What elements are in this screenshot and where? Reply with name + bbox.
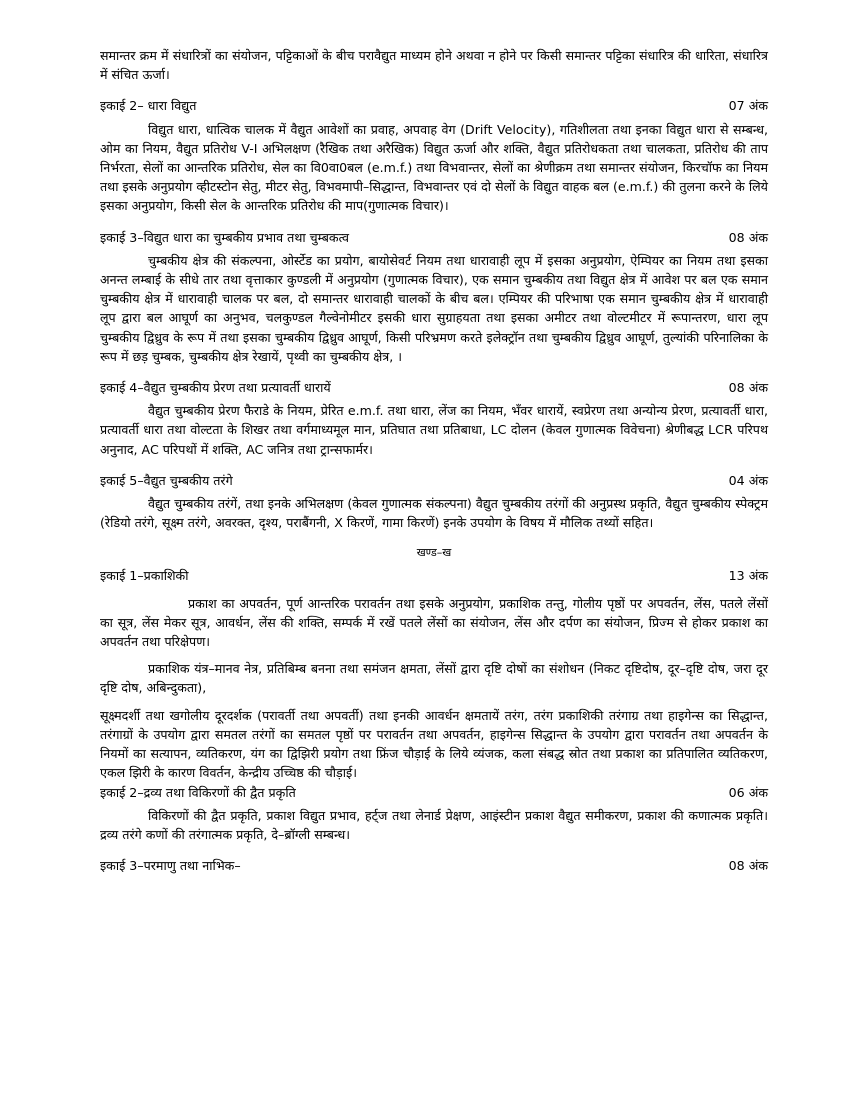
- unit-heading: [100, 471, 768, 490]
- unit-marks: 08 अंक: [728, 380, 768, 396]
- unit-heading: [100, 856, 768, 875]
- unit-paragraph: सूक्ष्मदर्शी तथा खगोलीय दूरदर्शक (परावर्ती तथा अपवर्ती) तथा इनकी आवर्धन क्षमतायें तरंग, तरंग प्रकाशिकी तरंगाग्र तथा हाइगेन्स का सिद्धान्त, तरंगाग्रों के उपयोग द्वारा समतल तरंगों का समतल पृष्ठों पर परावर्तन तथा अपवर्तन, हाइगेन्स सिद्धान्त के उपयोग द्वारा परावर्तन तथा अपवर्तन के नियमों का सत्यापन, व्यतिकरण, यंग का द्विझिरी प्रयोग तथा फ्रिंज चौड़ाई के लिये व्यंजक, कला संबद्ध स्रोत तथा प्रकाश का प्रतिपालित व्यतिकरण, एकल झिरी के कारण विवर्तन, केन्द्रीय उच्चिष्ठ की चौड़ाई।: [100, 707, 768, 781]
- unit-heading: [100, 378, 768, 397]
- unit-paragraph: वैद्युत चुम्बकीय प्रेरण फैराडे के नियम, प्रेरित e.m.f. तथा धारा, लेंज का नियम, भँवर धारायें, स्वप्रेरण तथा अन्योन्य प्रेरण, प्रत्यावर्ती धारा, प्रत्यावर्ती धारा तथा वोल्टता के शिखर तथा वर्गमाध्यमूल मान, प्रतिघात तथा प्रतिबाधा, LC दोलन (केवल गुणात्मक विवेचना) श्रेणीबद्ध LCR परिपथ अनुनाद, AC परिपथों में शक्ति, AC जनित्र तथा ट्रान्सफार्मर।: [100, 403, 768, 457]
- unit-heading: [100, 228, 768, 247]
- unit-title: इकाई 1–प्रकाशिकी: [100, 568, 189, 584]
- unit-block-dual-nature: [100, 783, 768, 845]
- unit-marks: 04 अंक: [728, 472, 768, 488]
- unit-title: इकाई 2–द्रव्य तथा विकिरणों की द्वैत प्रकृति: [100, 784, 296, 800]
- unit-paragraph: विद्युत धारा, धात्विक चालक में वैद्युत आवेशों का प्रवाह, अपवाह वेग (Drift Velocity), गतिशीलता तथा इनका विद्युत धारा से सम्बन्ध, ओम का नियम, वैद्युत प्रतिरोध V-I अभिलक्षण (रैखिक तथा अरैखिक) विद्युत ऊर्जा और शक्ति, वैद्युत प्रतिरोधकता तथा चालकता, प्रतिरोध की ताप निर्भरता, सेलों का आन्तरिक प्रतिरोध, सेल का वि0वा0बल (e.m.f.) तथा विभवान्तर, सेलों का श्रेणीक्रम तथा समान्तर संयोजन, किरचॉफ का नियम तथा इसके अनुप्रयोग व्हीटस्टोन सेतु, मीटर सेतु, विभवमापी–सिद्धान्त, विभवान्तर एवं दो सेलों के विद्युत वाहक बल (e.m.f.) की तुलना करने के लिये इसका अनुप्रयोग, किसी सेल के आन्तरिक प्रतिरोध की माप(गुणात्मक विचार)।: [100, 121, 768, 214]
- unit-block-optics: [100, 566, 768, 782]
- unit-paragraph: प्रकाश का अपवर्तन, पूर्ण आन्तरिक परावर्तन तथा इसके अनुप्रयोग, प्रकाशिक तन्तु, गोलीय पृष्ठों पर अपवर्तन, लेंस, पतले लेंसों का सूत्र, लेंस मेकर सूत्र, आवर्धन, लेंस की शक्ति, सम्पर्क में रखें पतले लेंसों का संयोजन, लेंस और दर्पण का संयोजन, प्रिज्म से होकर प्रकाश का अपवर्तन तथा परिक्षेपण।: [100, 595, 768, 650]
- unit-marks: 08 अंक: [728, 229, 768, 245]
- unit-title: इकाई 5–वैद्युत चुम्बकीय तरंगे: [100, 472, 233, 488]
- unit-block-electric-current: [100, 96, 768, 215]
- unit-paragraph: वैद्युत चुम्बकीय तरंगें, तथा इनके अभिलक्षण (केवल गुणात्मक संकल्पना) वैद्युत चुम्बकीय तरंगों की अनुप्रस्थ प्रकृति, वैद्युत चुम्बकीय स्पेक्ट्रम (रेडियो तरंगे, सूक्ष्म तरंगे, अवरक्त, दृश्य, पराबैंगनी, X किरणें, गामा किरणें) इनके उपयोग के विषय में मौलिक तथ्यों सहित।: [100, 496, 768, 531]
- unit-block-em-induction: [100, 378, 768, 459]
- section-b-title: खण्ड–ख: [416, 546, 452, 560]
- unit-title: इकाई 3–विद्युत धारा का चुम्बकीय प्रभाव तथा चुम्बकत्व: [100, 229, 349, 245]
- unit-paragraph: विकिरणों की द्वैत प्रकृति, प्रकाश विद्युत प्रभाव, हर्ट्ज तथा लेनार्ड प्रेक्षण, आइंस्टीन प्रकाश वैद्युत समीकरण, प्रकाश की कणात्मक प्रकृति। द्रव्य तरंगे कणों की तरंगात्मक प्रकृति, दे–ब्रॉग्ली सम्बन्ध।: [100, 807, 768, 842]
- unit-heading: [100, 566, 768, 585]
- unit-heading: [100, 96, 768, 115]
- unit-marks: 08 अंक: [728, 858, 768, 874]
- unit-marks: 07 अंक: [728, 98, 768, 114]
- unit-block-em-waves: [100, 471, 768, 533]
- unit-marks: 06 अंक: [728, 784, 768, 800]
- unit-paragraph: प्रकाशिक यंत्र–मानव नेत्र, प्रतिबिम्ब बनना तथा समंजन क्षमता, लेंसों द्वारा दृष्टि दोषों का संशोधन (निकट दृष्टिदोष, दूर–दृष्टि दोष, जरा दूर दृष्टि दोष, अबिन्दुकता),: [100, 661, 768, 696]
- unit-title: इकाई 4–वैद्युत चुम्बकीय प्रेरण तथा प्रत्यावर्ती धारायें: [100, 380, 331, 396]
- unit-marks: 13 अंक: [728, 568, 768, 584]
- intro-paragraph: समान्तर क्रम में संधारित्रों का संयोजन, पट्टिकाओं के बीच परावैद्युत माध्यम होने अथवा न होने पर किसी समान्तर पट्टिका संधारित्र की धारिता, संधारित्र में संचित ऊर्जा।: [100, 48, 768, 83]
- unit-heading: [100, 783, 768, 802]
- unit-block-atoms-nuclei: [100, 856, 768, 875]
- unit-title: इकाई 2– धारा विद्युत: [100, 98, 197, 114]
- unit-block-magnetism: [100, 228, 768, 366]
- unit-title: इकाई 3–परमाणु तथा नाभिक–: [100, 858, 241, 874]
- unit-paragraph: चुम्बकीय क्षेत्र की संकल्पना, ओर्स्टेड का प्रयोग, बायोसेवर्ट नियम तथा धारावाही लूप में इसका अनुप्रयोग, ऐम्पियर का नियम तथा इसका अनन्त लम्बाई के सीधे तार तथा वृत्ताकार कुण्डली में अनुप्रयोग (गुणात्मक विचार), एक समान चुम्बकीय तथा विद्युत क्षेत्र में आवेश पर बल एक समान चुम्बकीय क्षेत्र में धारावाही चालक पर बल, दो समान्तर धारावाही चालकों के बीच बल। एम्पियर की परिभाषा एक समान चुम्बकीय क्षेत्र में धारावाही लूप द्वारा बल आघूर्ण का अनुभव, चलकुण्डल गैल्वेनोमीटर इसकी धारा सुग्राहयता तथा इसका अमीटर तथा वोल्टमीटर में रूपान्तरण, धारा लूप चुम्बकीय द्विध्रुव के रूप में तथा इसका चुम्बकीय द्विध्रुव आघूर्ण, किसी परिभ्रमण करते इलेक्ट्रॉन तथा चुम्बकीय द्विध्रुव आघूर्ण, तुल्यांकी परिनालिका के रूप में छड़ चुम्बक, चुम्बकीय क्षेत्र रेखायें, पृथ्वी का चुम्बकीय क्षेत्र, ।: [100, 252, 768, 364]
